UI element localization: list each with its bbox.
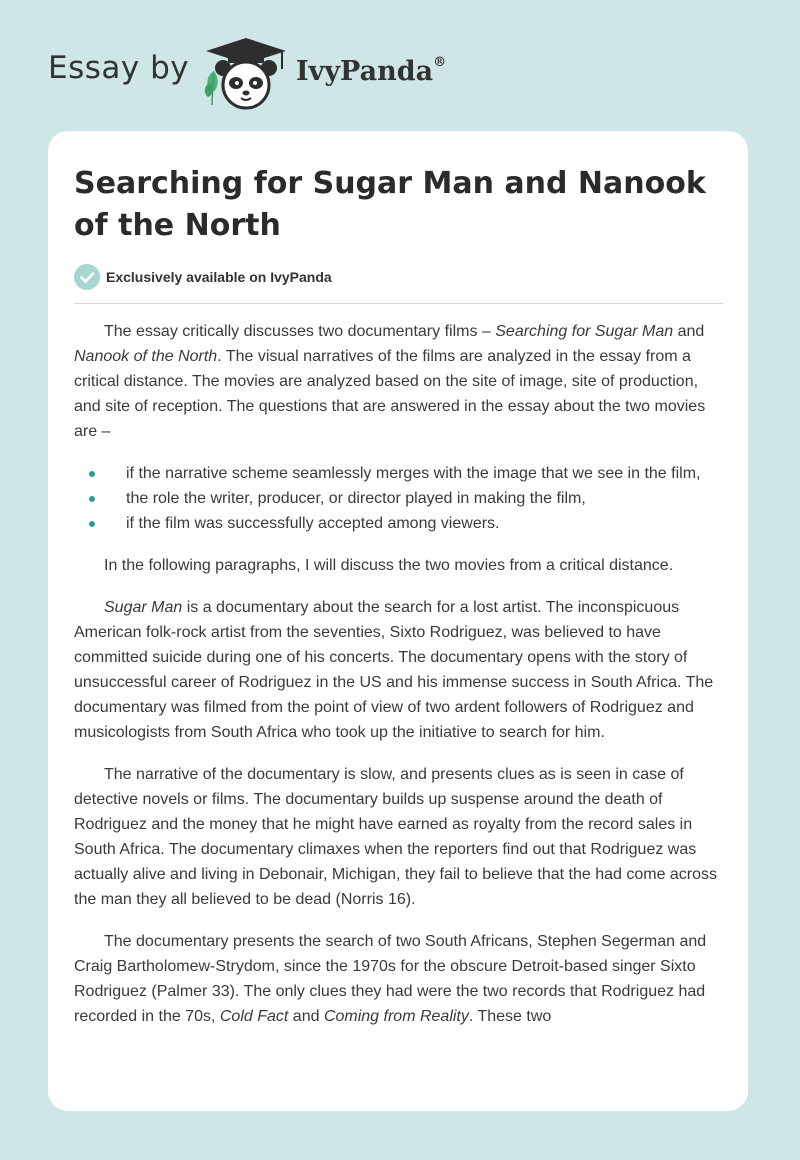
- site-header: [0, 0, 800, 130]
- bullet-icon: [89, 521, 95, 527]
- paragraph: In the following paragraphs, I will discuss the two movies from a critical distance.: [104, 557, 674, 574]
- bullet-icon: [89, 496, 95, 502]
- question-list: [74, 461, 724, 536]
- brand-text: IvyPanda: [296, 56, 434, 87]
- list-item: if the narrative scheme seamlessly merges with the image that we see in the film,: [74, 461, 724, 486]
- badge-text: Exclusively available on IvyPanda: [106, 269, 332, 285]
- paragraph: The essay critically discusses two documentary films – Searching for Sugar Man and Nanook of the North. The visual narratives of the films are analyzed in the essay from a critical distance. The movies are analyzed based on the site of image, site of production, and site of reception. The questions that are answered in the essay about the two movies are –: [74, 323, 706, 440]
- essay-card: [48, 131, 748, 1111]
- panda-logo-icon[interactable]: [200, 35, 292, 110]
- brand-name[interactable]: [296, 56, 446, 87]
- paragraph: The narrative of the documentary is slow, and presents clues as is seen in case of detective novels or films. The documentary builds up suspense around the death of Rodriguez and the money that he might have earned as royalty from the record sales in South Africa. The documentary climaxes when the reporters find out that Rodriguez was actually alive and living in Debonair, Michigan, they fail to believe that the had come across the man they all believed to be dead (Norris 16).: [74, 766, 718, 908]
- bullet-icon: [89, 471, 95, 477]
- paragraph: Sugar Man is a documentary about the search for a lost artist. The inconspicuous American folk-rock artist from the seventies, Sixto Rodriguez, was believed to have committed suicide during one of his concerts. The documentary opens with the story of unsuccessful career of Rodriguez in the US and his immense success in South Africa. The documentary was filmed from the point of view of two ardent followers of Rodriguez and musicologists from South Africa who took up the initiative to search for him.: [74, 599, 714, 741]
- registered-mark: ®: [433, 55, 447, 70]
- list-item: the role the writer, producer, or director played in making the film,: [74, 486, 724, 511]
- list-item: if the film was successfully accepted among viewers.: [74, 511, 724, 536]
- essay-body: [74, 319, 724, 1046]
- page-title: Searching for Sugar Man and Nanook of the North: [74, 166, 706, 243]
- exclusive-badge: [74, 264, 332, 290]
- paragraph: The documentary presents the search of two South Africans, Stephen Segerman and Craig Bartholomew-Strydom, since the 1970s for the obscure Detroit-based singer Sixto Rodriguez (Palmer 33). The only clues they had were the two records that Rodriguez had recorded in the 70s, Cold Fact and Coming from Reality. These two: [74, 933, 707, 1025]
- essay-by-label: Essay by: [48, 50, 190, 86]
- divider: [74, 303, 723, 304]
- check-circle-icon: [74, 264, 100, 290]
